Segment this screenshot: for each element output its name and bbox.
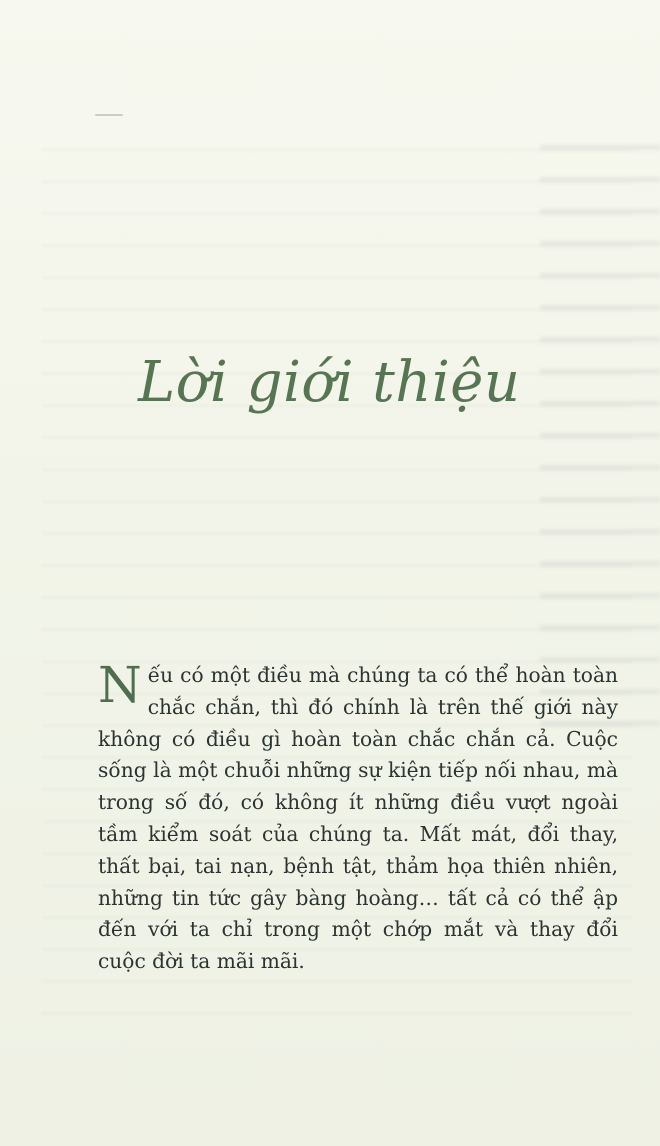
- show-through-margin: [540, 120, 660, 740]
- paper-mark: [95, 114, 123, 116]
- introduction-paragraph: [98, 656, 618, 978]
- page-title: Lời giới thiệu: [138, 350, 521, 415]
- paragraph-text: ếu có một điều mà chúng ta có thể hoàn toàn chắc chắn, thì đó chính là trên thế giới này không có điều gì hoàn toàn chắc chắn cả. Cuộc sống là một chuỗi những sự kiện tiếp nối nhau, mà trong số đó, có không ít những điều vượt ngoài tầm kiểm soát của chúng ta. Mất mát, đổi thay, thất bại, tai nạn, bệnh tật, thảm họa thiên nhiên, những tin tức gây bàng hoàng… tất cả có thể ập đến với ta chỉ trong một chớp mắt và thay đổi cuộc đời ta mãi mãi.: [98, 663, 618, 974]
- drop-cap-letter: N: [98, 656, 142, 714]
- introduction-body: [98, 656, 618, 978]
